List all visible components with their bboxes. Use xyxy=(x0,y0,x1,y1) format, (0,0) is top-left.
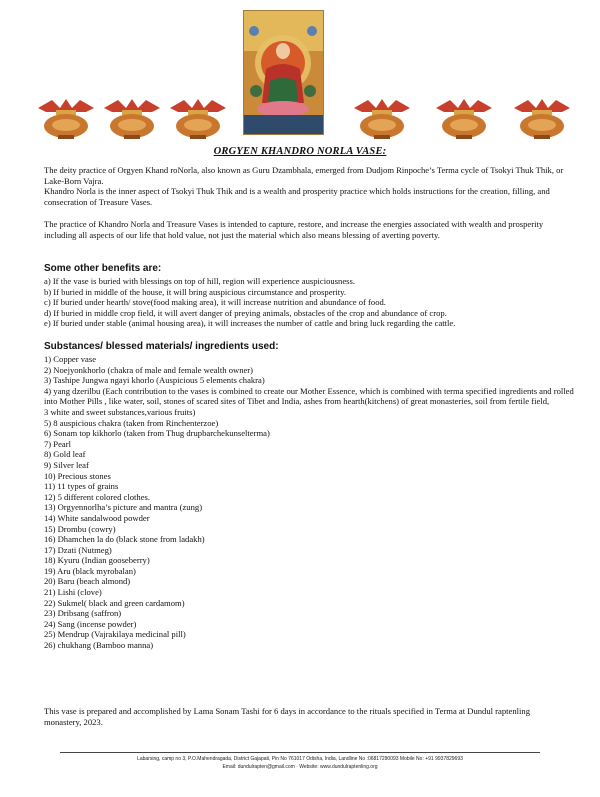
list-item: 23) Dribsang (saffron) xyxy=(44,608,122,619)
list-item: 4) yang dzerilbu (Each contribution to the vases is combined to create our Mother Essence, which is combined with terma specified ingredients and rolled into Mother Pills , like water, soil, stones of scared sites of Tibet and India, ashes from hearth(kitchens) of great monasteries, soil from fertile field, xyxy=(44,385,574,407)
list-item: 25) Mendrup (Vajrakilaya medicinal pill) xyxy=(44,629,186,640)
treasure-vase-icon xyxy=(100,96,164,140)
treasure-vase-icon xyxy=(432,96,496,140)
intro-paragraph-1: The deity practice of Orgyen Khand roNorla, also known as Guru Dzambhala, emerged from Dudjom Rinpoche’s Terma cycle of Tsokyi Thuk Thik, or Lake-Born Vajra. xyxy=(44,165,564,186)
treasure-vase-icon xyxy=(34,96,98,140)
list-item: 17) Dzati (Nutmeg) xyxy=(44,544,112,555)
list-item: 13) Orgyennorlha’s picture and mantra (zung) xyxy=(44,502,203,513)
footer-divider xyxy=(60,752,540,753)
list-item: 21) Lishi (clove) xyxy=(44,587,102,598)
closing-paragraph: This vase is prepared and accomplished by Lama Sonam Tashi for 6 days in accordance to the rituals specified in Terma at Dundul raptenling monastery, 2023. xyxy=(44,706,531,727)
treasure-vase-icon xyxy=(350,96,414,140)
list-item: 16) Dhamchen la do (black stone from ladakh) xyxy=(44,534,205,545)
footer-address: Labarsing, camp no 3, P.O.Mahendragada, District Gajapati, Pin No 761017 Odisha, India, Landline No :06817290093 Mobile No: +91 9937829693 xyxy=(137,756,463,762)
intro-paragraph-2: Khandro Norla is the inner aspect of Tsokyi Thuk Thik and is a wealth and prosperity practice which holds instructions for the creation, filling, and consecration of Treasure Vases. xyxy=(44,186,550,207)
list-item: 11) 11 types of grains xyxy=(44,481,119,492)
list-item: b) If buried in middle of the house, it will bring auspicious circumstance and prosperity. xyxy=(44,286,347,297)
list-item: d) If buried in middle crop field, it will avert danger of preying animals, obstacles of the crop and abundance of crop. xyxy=(44,307,447,318)
list-item: 19) Aru (black myrobalan) xyxy=(44,565,136,576)
treasure-vase-icon xyxy=(510,96,574,140)
list-item: 5) 8 auspicious chakra (taken from Rinchenterzoe) xyxy=(44,417,219,428)
list-item: 9) Silver leaf xyxy=(44,459,89,470)
list-item: 15) Drombu (cowry) xyxy=(44,523,116,534)
list-item: 22) Sukmel( black and green cardamom) xyxy=(44,597,185,608)
practice-paragraph: The practice of Khandro Norla and Treasure Vases is intended to capture, restore, and increase the energies associated with wealth and prosperity including all aspects of our life that hold value, not just the material which also means blessing of averting poverty. xyxy=(44,219,544,240)
footer-contact: Email: dundulrapten@gmail.com · Website: www.dundulraptenling.org xyxy=(222,764,378,770)
list-item: a) If the vase is buried with blessings on top of hill, region will experience auspiciousness. xyxy=(44,276,355,286)
page-title: ORGYEN KHANDRO NORLA VASE: xyxy=(213,146,387,157)
list-item: 26) chukhang (Bamboo manna) xyxy=(44,640,154,651)
list-item: 18) Kyuru (Indian gooseberry) xyxy=(44,555,150,566)
list-item: 3 white and sweet substances,various fruits) xyxy=(44,406,196,417)
materials-heading: Substances/ blessed materials/ ingredients used: xyxy=(44,341,279,352)
list-item: 24) Sang (incense powder) xyxy=(44,618,137,629)
list-item: 7) Pearl xyxy=(44,438,71,449)
list-item: e) If buried under stable (animal housing area), it will increases the number of cattle and bring luck regarding the cattle. xyxy=(44,318,456,329)
treasure-vase-icon xyxy=(166,96,230,140)
list-item: 8) Gold leaf xyxy=(44,449,86,460)
list-item: 12) 5 different colored clothes. xyxy=(44,491,151,502)
list-item: 20) Baru (beach almond) xyxy=(44,576,131,587)
list-item: 10) Precious stones xyxy=(44,470,111,481)
list-item: 2) Noejyonkhorlo (chakra of male and female wealth owner) xyxy=(44,364,254,375)
benefits-heading: Some other benefits are: xyxy=(44,263,162,274)
list-item: 6) Sonam top kikhorlo (taken from Thug drupbarchekunselterma) xyxy=(44,428,270,439)
list-item: c) If buried under hearth/ stove(food making area), it will increase nutrition and abundance of food. xyxy=(44,297,386,308)
materials-list xyxy=(44,354,574,651)
list-item: 14) White sandalwood powder xyxy=(44,512,150,523)
benefits-list xyxy=(44,276,574,329)
deity-thangka-image xyxy=(243,10,324,135)
list-item: 3) Tashipe Jungwa ngayi khorlo (Auspicious 5 elements chakra) xyxy=(44,375,265,386)
list-item: 1) Copper vase xyxy=(44,354,97,364)
deity-figure-icon xyxy=(244,11,323,134)
